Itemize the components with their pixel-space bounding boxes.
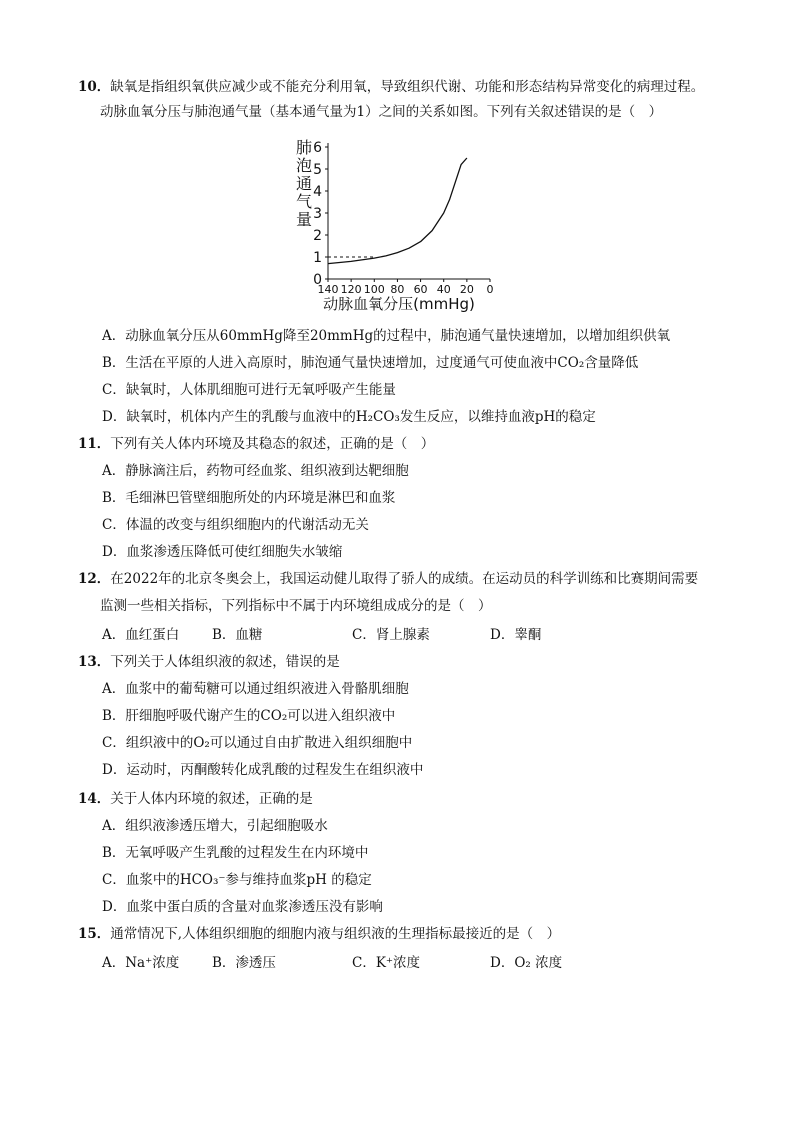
x-tick-label: 100 [363,283,385,296]
q14-option-d: D．血浆中蛋白质的含量对血浆渗透压没有影响 [102,899,383,915]
q11-stem: 下列有关人体内环境及其稳态的叙述，正确的是（ ） [110,436,435,452]
q15-option-a: A．Na⁺浓度 [102,955,180,971]
x-tick-label: 80 [390,283,405,296]
q13-option-a: A．血浆中的葡萄糖可以通过组织液进入骨骼肌细胞 [102,681,409,697]
q11-option-b: B．毛细淋巴管壁细胞所处的内环境是淋巴和血浆 [102,490,396,506]
q15-option-d: D．O₂ 浓度 [490,955,563,971]
q13-line [78,653,340,671]
q10-option-d: D．缺氧时，机体内产生的乳酸与血液中的H₂CO₃发生反应，以维持血液pH的稳定 [102,409,596,425]
y-tick-label: 6 [313,140,322,156]
q14-option-a: A．组织液渗透压增大，引起细胞吸水 [102,818,328,834]
q12-line1 [78,570,698,588]
q14-option-b: B．无氧呼吸产生乳酸的过程发生在内环境中 [102,845,369,861]
q15-option-b: B．渗透压 [212,955,276,971]
x-tick-label: 140 [317,283,339,296]
y-axis-label-char: 泡 [295,156,313,175]
y-tick-label: 0 [313,272,322,288]
q10-line1 [78,78,704,96]
x-tick-label: 60 [413,283,428,296]
q13-option-b: B．肝细胞呼吸代谢产生的CO₂可以进入组织液中 [102,708,396,724]
y-tick-label: 3 [313,206,322,222]
series-line [328,158,467,264]
q13-option-c: C．组织液中的O₂可以通过自由扩散进入组织细胞中 [102,735,413,751]
q11-option-c: C．体温的改变与组织细胞内的代谢活动无关 [102,517,369,533]
x-tick-label: 40 [436,283,451,296]
q15-number: 15． [78,926,111,942]
q12-number: 12． [78,571,111,587]
q10-option-b: B．生活在平原的人进入高原时，肺泡通气量快速增加，过度通气可使血液中CO₂含量降低 [102,355,639,371]
y-axis-label-char: 气 [295,192,313,211]
q10-option-c: C．缺氧时，人体肌细胞可进行无氧呼吸产生能量 [102,382,396,398]
y-axis-label-char: 量 [295,210,313,229]
y-tick-label: 1 [313,250,322,266]
q12-option-d: D．睾酮 [490,627,542,643]
q12-stem-2: 监测一些相关指标，下列指标中不属于内环境组成成分的是（ ） [100,598,492,614]
q15-option-c: C．K⁺浓度 [352,955,421,971]
q13-stem: 下列关于人体组织液的叙述，错误的是 [110,654,340,670]
q10-stem-1: 缺氧是指组织氧供应减少或不能充分利用氧，导致组织代谢、功能和形态结构异常变化的病理过程。 [110,79,705,95]
q14-number: 14． [78,791,111,807]
q12-option-c: C．肾上腺素 [352,627,430,643]
q11-option-a: A．静脉滴注后，药物可经血浆、组织液到达靶细胞 [102,463,409,479]
q13-number: 13． [78,654,111,670]
q10-option-a: A．动脉血氧分压从60mmHg降至20mmHg的过程中，肺泡通气量快速增加，以增加组织供氧 [102,328,671,344]
q13-option-d: D．运动时，丙酮酸转化成乳酸的过程发生在组织液中 [102,762,424,778]
x-tick-label: 0 [486,283,494,296]
q12-stem-1: 在2022年的北京冬奥会上，我国运动健儿取得了骄人的成绩。在运动员的科学训练和比赛期间需要 [110,571,699,587]
x-tick-label: 20 [459,283,474,296]
q12-option-a: A．血红蛋白 [102,627,180,643]
q15-line [78,925,560,943]
q12-option-b: B．血糖 [212,627,263,643]
y-tick-label: 5 [313,162,322,178]
q11-option-d: D．血浆渗透压降低可使红细胞失水皱缩 [102,544,343,560]
x-axis-label: 动脉血氧分压(mmHg) [323,295,475,313]
q14-line [78,790,313,808]
q14-option-c: C．血浆中的HCO₃⁻参与维持血浆pH 的稳定 [102,872,372,888]
q11-line [78,435,434,453]
q14-stem: 关于人体内环境的叙述，正确的是 [110,791,313,807]
q15-stem: 通常情况下,人体组织细胞的细胞内液与组织液的生理指标最接近的是（ ） [110,926,561,942]
x-tick-label: 120 [340,283,362,296]
y-tick-label: 4 [313,184,322,200]
y-axis-label-char: 通 [295,174,313,193]
oxygen-ventilation-chart [290,135,500,315]
q10-number: 10． [78,79,111,95]
q10-stem-2: 动脉血氧分压与肺泡通气量（基本通气量为1）之间的关系如图。下列有关叙述错误的是（ ） [100,104,663,120]
q11-number: 11． [78,436,111,452]
y-axis-label-char: 肺 [295,138,313,157]
y-tick-label: 2 [313,228,322,244]
